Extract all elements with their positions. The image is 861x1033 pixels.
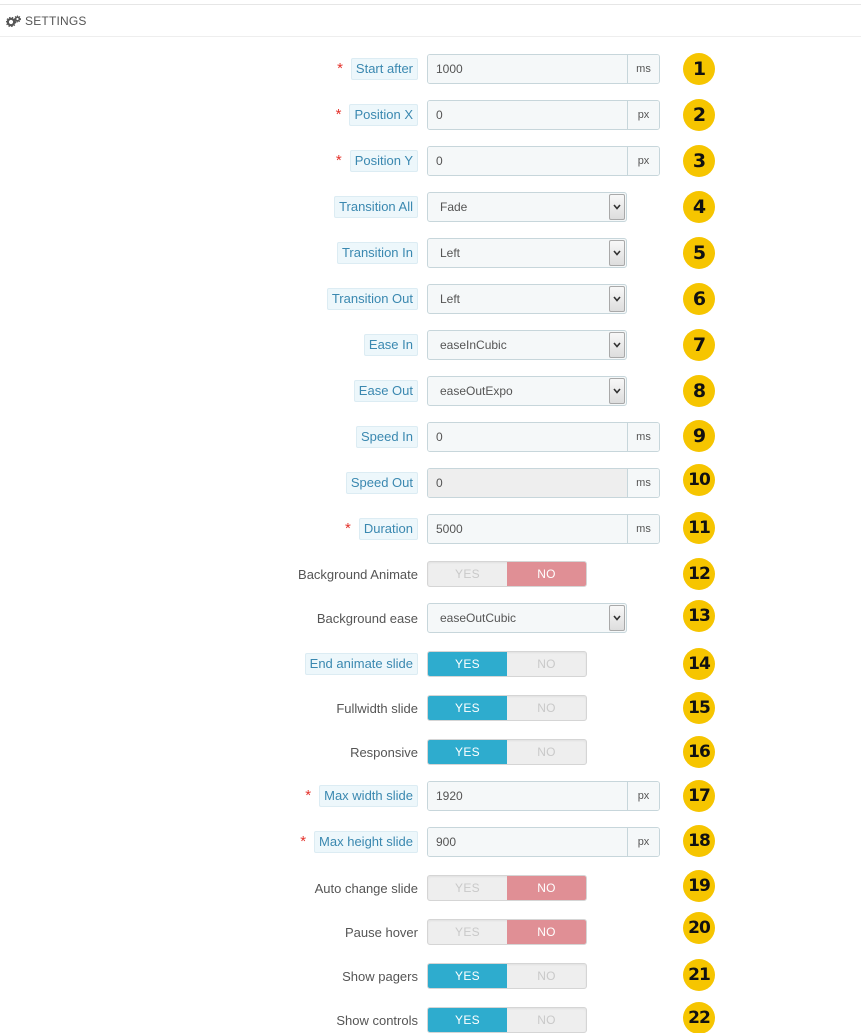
setting-row [0, 872, 861, 904]
setting-row [0, 960, 861, 992]
setting-input[interactable] [428, 782, 627, 810]
step-number-badge: 12 [683, 558, 715, 590]
yes-no-switch[interactable] [427, 651, 587, 677]
yes-no-switch[interactable] [427, 875, 587, 901]
setting-label-wrap [305, 780, 418, 812]
switch-yes-option[interactable]: YES [428, 740, 507, 764]
unit-addon: ms [627, 55, 659, 83]
step-number-badge: 22 [683, 1002, 715, 1033]
input-group [427, 100, 660, 130]
input-group [427, 146, 660, 176]
input-group [427, 468, 660, 498]
setting-input[interactable] [428, 101, 627, 129]
setting-label-wrap [334, 191, 418, 223]
switch-no-option[interactable]: NO [537, 969, 556, 983]
setting-label-wrap [337, 53, 418, 85]
setting-label: Transition Out [327, 288, 418, 310]
setting-row [0, 736, 861, 768]
switch-yes-option[interactable]: YES [455, 881, 480, 895]
step-number-badge: 18 [683, 825, 715, 857]
switch-yes-option[interactable]: YES [428, 964, 507, 988]
select-value: Left [440, 292, 461, 306]
setting-label-wrap [336, 1004, 418, 1033]
setting-label: Position Y [350, 150, 418, 172]
setting-label: Max height slide [314, 831, 418, 853]
setting-label: Responsive [350, 744, 418, 760]
gears-icon [6, 15, 22, 27]
setting-input[interactable] [428, 147, 627, 175]
step-number-badge: 20 [683, 912, 715, 944]
step-number-badge: 7 [683, 329, 715, 361]
setting-label-wrap [346, 467, 418, 499]
setting-label-wrap [317, 602, 418, 634]
setting-row [0, 467, 861, 499]
setting-label: Background Animate [298, 566, 418, 582]
setting-select[interactable] [427, 330, 627, 360]
switch-no-option[interactable]: NO [537, 657, 556, 671]
setting-row [0, 780, 861, 812]
step-number-badge: 8 [683, 375, 715, 407]
step-number-badge: 17 [683, 780, 715, 812]
unit-addon: ms [627, 469, 659, 497]
setting-label: End animate slide [305, 653, 418, 675]
input-group [427, 781, 660, 811]
step-number-badge: 5 [683, 237, 715, 269]
required-asterisk: * [305, 786, 312, 804]
setting-label-wrap [336, 145, 418, 177]
setting-input[interactable] [428, 423, 627, 451]
unit-addon: px [627, 101, 659, 129]
step-number-badge: 19 [683, 870, 715, 902]
yes-no-switch[interactable] [427, 919, 587, 945]
switch-no-option[interactable]: NO [507, 562, 586, 586]
switch-yes-option[interactable]: YES [455, 925, 480, 939]
setting-row [0, 237, 861, 269]
panel-title: SETTINGS [25, 13, 87, 28]
setting-row [0, 283, 861, 315]
setting-label: Ease Out [354, 380, 418, 402]
setting-label: Position X [349, 104, 418, 126]
setting-label: Fullwidth slide [336, 700, 418, 716]
step-number-badge: 11 [683, 512, 715, 544]
required-asterisk: * [337, 59, 343, 77]
step-number-badge: 6 [683, 283, 715, 315]
setting-input[interactable] [428, 515, 627, 543]
select-value: Left [440, 246, 461, 260]
step-number-badge: 9 [683, 420, 715, 452]
setting-label-wrap [345, 916, 418, 948]
setting-input[interactable] [428, 469, 627, 497]
setting-row [0, 421, 861, 453]
setting-label-wrap [337, 237, 418, 269]
select-value: easeOutExpo [440, 384, 513, 398]
step-number-badge: 13 [683, 600, 715, 632]
setting-row [0, 375, 861, 407]
setting-label: Ease In [364, 334, 418, 356]
setting-label-wrap [345, 513, 418, 545]
step-number-badge: 3 [683, 145, 715, 177]
input-group [427, 827, 660, 857]
setting-select[interactable] [427, 284, 627, 314]
setting-label: Speed In [356, 426, 418, 448]
switch-yes-option[interactable]: YES [428, 1008, 507, 1032]
step-number-badge: 16 [683, 736, 715, 768]
yes-no-switch[interactable] [427, 695, 587, 721]
yes-no-switch[interactable] [427, 739, 587, 765]
setting-row [0, 329, 861, 361]
unit-addon: px [627, 828, 659, 856]
select-value: easeInCubic [440, 338, 507, 352]
setting-select[interactable] [427, 238, 627, 268]
yes-no-switch[interactable] [427, 561, 587, 587]
setting-label: Show controls [336, 1012, 418, 1028]
setting-label: Max width slide [319, 785, 418, 807]
switch-yes-option[interactable]: YES [428, 652, 507, 676]
chevron-down-icon[interactable] [609, 194, 625, 220]
switch-yes-option[interactable]: YES [455, 567, 480, 581]
setting-row [0, 99, 861, 131]
setting-label-wrap [350, 736, 418, 768]
setting-label-wrap [364, 329, 418, 361]
chevron-down-icon[interactable] [609, 240, 625, 266]
step-number-badge: 1 [683, 53, 715, 85]
setting-row [0, 826, 861, 858]
setting-label: Auto change slide [314, 880, 418, 896]
setting-select[interactable] [427, 603, 627, 633]
setting-label-wrap [305, 648, 418, 680]
required-asterisk: * [335, 105, 342, 123]
switch-yes-option[interactable]: YES [428, 696, 507, 720]
switch-no-option[interactable]: NO [537, 745, 556, 759]
setting-label: Speed Out [346, 472, 418, 494]
setting-label-wrap [342, 960, 418, 992]
setting-row [0, 1004, 861, 1033]
setting-row [0, 916, 861, 948]
chevron-down-icon[interactable] [609, 332, 625, 358]
setting-label-wrap [354, 375, 418, 407]
setting-label: Transition All [334, 196, 418, 218]
input-group [427, 514, 660, 544]
unit-addon: px [627, 782, 659, 810]
setting-row [0, 692, 861, 724]
setting-label-wrap [315, 872, 418, 904]
switch-no-option[interactable]: NO [537, 701, 556, 715]
input-group [427, 54, 660, 84]
setting-row [0, 145, 861, 177]
step-number-badge: 15 [683, 692, 715, 724]
switch-no-option[interactable]: NO [507, 920, 586, 944]
setting-label: Background ease [316, 610, 418, 626]
setting-label: Duration [359, 518, 418, 540]
input-group [427, 422, 660, 452]
setting-label: Show pagers [342, 968, 418, 984]
step-number-badge: 4 [683, 191, 715, 223]
select-value: easeOutCubic [440, 611, 517, 625]
step-number-badge: 2 [683, 99, 715, 131]
setting-row [0, 558, 861, 590]
setting-row [0, 191, 861, 223]
chevron-down-icon[interactable] [609, 286, 625, 312]
setting-select[interactable] [427, 376, 627, 406]
setting-input[interactable] [428, 828, 627, 856]
setting-label-wrap [298, 558, 418, 590]
chevron-down-icon[interactable] [609, 605, 625, 631]
step-number-badge: 10 [683, 464, 715, 496]
setting-row [0, 602, 861, 634]
chevron-down-icon[interactable] [609, 378, 625, 404]
panel-heading [0, 4, 861, 37]
required-asterisk: * [345, 519, 351, 537]
setting-label: Transition In [337, 242, 418, 264]
setting-input[interactable] [428, 55, 627, 83]
step-number-badge: 21 [683, 959, 715, 991]
required-asterisk: * [335, 151, 342, 169]
setting-label-wrap [336, 692, 418, 724]
setting-label-wrap [300, 826, 418, 858]
required-asterisk: * [300, 832, 307, 850]
switch-no-option[interactable]: NO [537, 1013, 556, 1027]
setting-label-wrap [356, 421, 418, 453]
setting-select[interactable] [427, 192, 627, 222]
select-value: Fade [440, 200, 468, 214]
yes-no-switch[interactable] [427, 1007, 587, 1033]
yes-no-switch[interactable] [427, 963, 587, 989]
step-number-badge: 14 [683, 648, 715, 680]
unit-addon: ms [627, 423, 659, 451]
setting-label-wrap [336, 99, 418, 131]
setting-label: Pause hover [345, 924, 418, 940]
setting-label-wrap [327, 283, 418, 315]
setting-label: Start after [351, 58, 418, 80]
setting-row [0, 53, 861, 85]
unit-addon: ms [627, 515, 659, 543]
unit-addon: px [627, 147, 659, 175]
setting-row [0, 648, 861, 680]
switch-no-option[interactable]: NO [507, 876, 586, 900]
setting-row [0, 513, 861, 545]
